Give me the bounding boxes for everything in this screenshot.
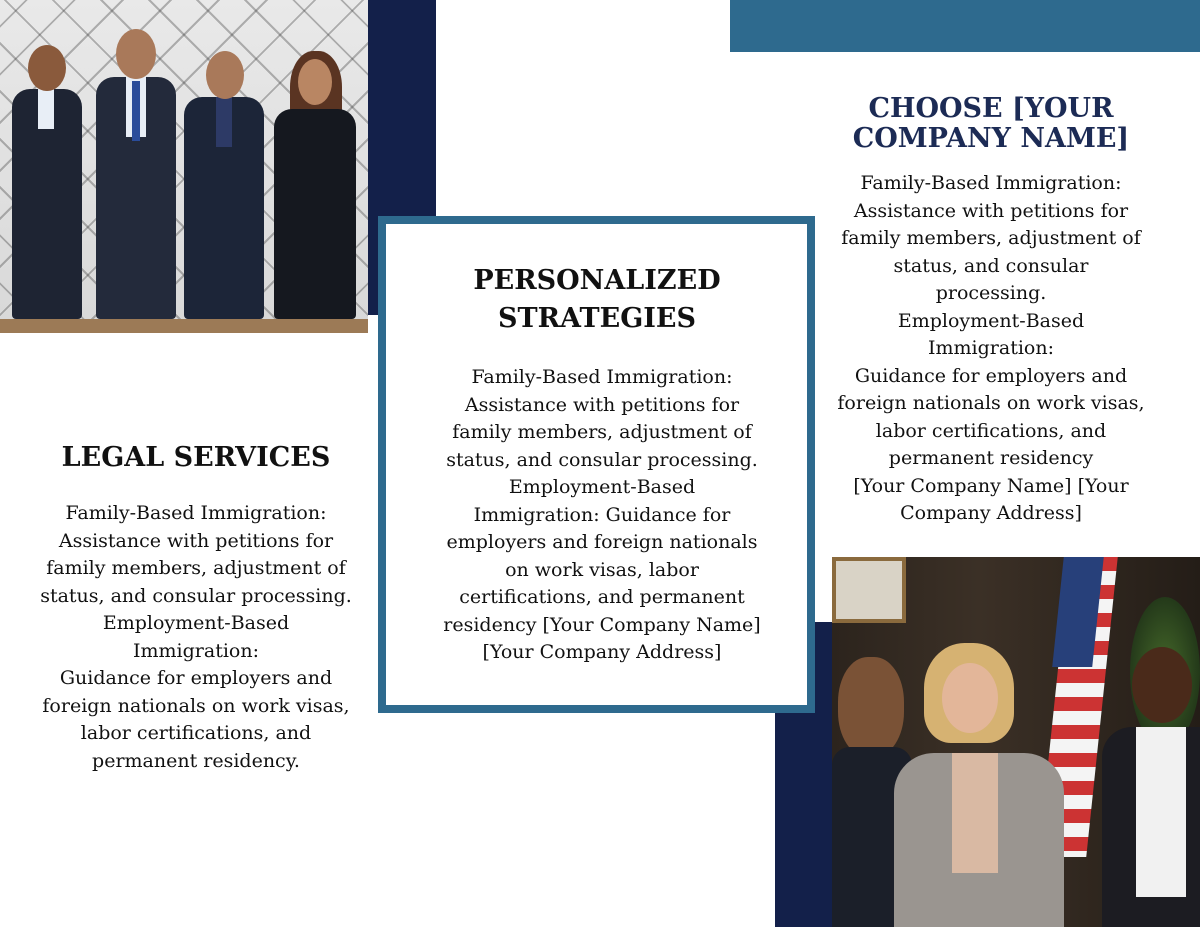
body-line: Company Address] — [900, 502, 1082, 524]
body-line: Employment-Based — [102, 612, 290, 634]
body-line: Family-Based Immigration: — [471, 366, 733, 388]
body-line: Guidance for employers and — [59, 667, 333, 689]
body-line: Guidance for employers and — [854, 364, 1128, 387]
body-line: Employment-Based — [508, 476, 696, 498]
personalized-strategies-body — [440, 364, 764, 667]
body-line: certifications, and permanent — [459, 586, 745, 608]
body-line: Employment-Based — [897, 309, 1085, 332]
team-photo — [0, 0, 368, 333]
photo-person — [268, 45, 360, 319]
body-line: family members, adjustment of — [841, 227, 1141, 249]
photo-person — [894, 643, 1064, 927]
body-line: residency [Your Company Name] — [443, 613, 761, 636]
body-line: status, and consular processing. — [40, 584, 352, 607]
body-line: permanent residency. — [92, 749, 300, 772]
body-line: on work visas, labor — [505, 558, 699, 581]
photo-floor — [0, 319, 368, 333]
body-line: status, and consular processing. — [893, 254, 1089, 304]
personalized-strategies-heading — [430, 262, 764, 338]
legal-services-heading: LEGAL SERVICES — [61, 442, 331, 473]
body-line: Family-Based Immigration: — [860, 172, 1122, 194]
meeting-photo — [832, 557, 1200, 927]
photo-person — [92, 19, 180, 319]
photo-person — [1102, 647, 1200, 927]
body-line: Assistance with petitions for — [58, 529, 334, 552]
body-line: [Your Company Address] — [482, 641, 722, 663]
body-line: status, and consular processing. — [446, 448, 758, 471]
body-line: family members, adjustment of — [46, 557, 346, 579]
certificate-frame — [832, 557, 906, 623]
body-line: permanent residency — [888, 447, 1094, 469]
photo-person — [180, 37, 268, 319]
teal-accent-bar-top — [730, 0, 1200, 52]
body-line: Immigration: Guidance for — [473, 503, 731, 526]
body-line: Family-Based Immigration: — [65, 502, 327, 524]
body-line: Assistance with petitions for — [464, 393, 740, 416]
legal-services-body — [40, 500, 352, 775]
photo-person — [8, 29, 86, 319]
heading-line: COMPANY NAME] — [852, 123, 1130, 154]
body-line: Assistance with petitions for — [853, 199, 1129, 222]
body-line: family members, adjustment of — [452, 421, 752, 443]
body-line: Immigration: — [133, 639, 259, 662]
choose-company-heading — [836, 94, 1146, 154]
body-line: foreign nationals on work visas, — [837, 392, 1145, 414]
heading-line: PERSONALIZED — [473, 265, 721, 296]
choose-company-body — [836, 170, 1146, 528]
body-line: Immigration: — [928, 337, 1054, 359]
heading-line: CHOOSE [YOUR — [868, 93, 1114, 124]
body-line: labor certifications, and — [875, 419, 1107, 442]
body-line: labor certifications, and — [80, 722, 312, 744]
body-line: [Your Company Name] [Your — [853, 474, 1129, 497]
body-line: foreign nationals on work visas, — [42, 694, 350, 717]
heading-line: STRATEGIES — [498, 303, 696, 334]
body-line: employers and foreign nationals — [446, 531, 758, 553]
